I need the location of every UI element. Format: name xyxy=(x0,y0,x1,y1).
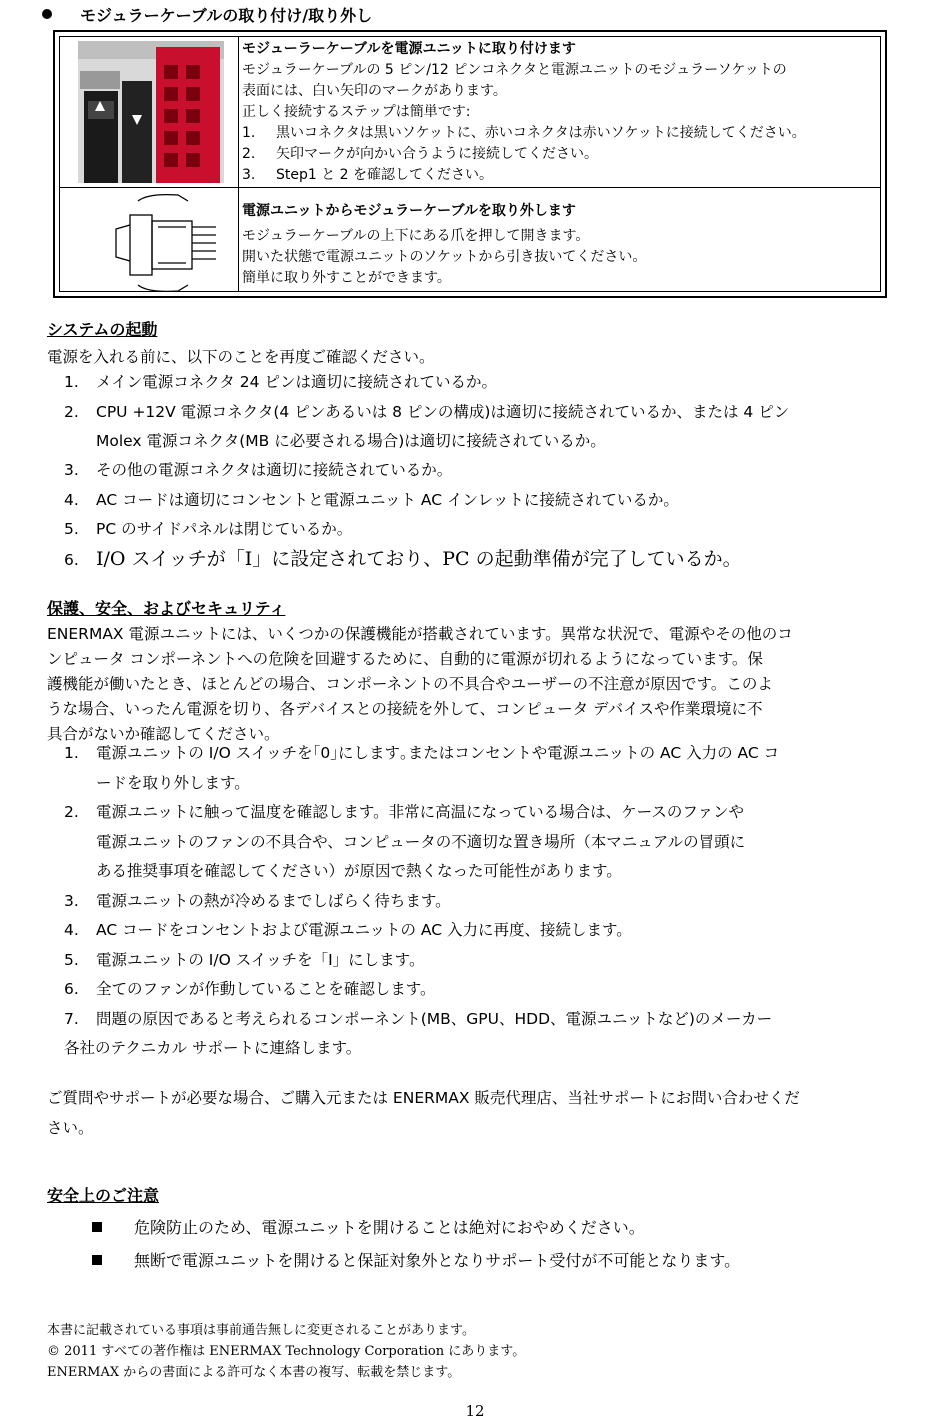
startup-item: 6. I/O スイッチが「I」に設定されており、PC の起動準備が完了しているか。 xyxy=(64,548,742,570)
footer-notice: 本書に記載されている事項は事前通告無しに変更されることがあります。 © 2011 すべての著作権は ENERMAX Technology Corporation にあります。 ENERMAX からの書面による許可なく本書の複写、転載を禁じます。 xyxy=(47,1323,526,1380)
protection-item-cont: ードを取り外します。 xyxy=(96,774,250,792)
modular-cable-heading: モジュラーケーブルの取り付け/取り外し xyxy=(42,3,372,26)
startup-item: 3. その他の電源コネクタは適切に接続されているか。 xyxy=(64,461,453,479)
attach-line: 表面には、白い矢印のマークがあります。 xyxy=(242,83,507,99)
detach-title: 電源ユニットからモジュラーケーブルを取り外します xyxy=(242,203,576,219)
protection-item: 3. 電源ユニットの熱が冷めるまでしばらく待ちます。 xyxy=(64,892,451,910)
attach-cell xyxy=(242,39,878,186)
modular-cable-table xyxy=(53,30,887,298)
safety-heading: 安全上のご注意 xyxy=(47,1186,160,1205)
square-bullet-icon xyxy=(92,1255,102,1265)
table-inner-frame xyxy=(59,36,881,292)
square-bullet-icon xyxy=(92,1222,102,1232)
attach-line: 正しく接続するステップは簡単です: xyxy=(242,104,471,120)
safety-item: 危険防止のため、電源ユニットを開けることは絶対におやめください。 xyxy=(92,1215,645,1238)
protection-item-cont: ある推奨事項を確認してください）が原因で熱くなった可能性があります。 xyxy=(96,862,622,880)
startup-intro: 電源を入れる前に、以下のことを再度ご確認ください。 xyxy=(47,348,435,366)
attach-title: モジューラーケーブルを電源ユニットに取り付けます xyxy=(242,41,576,57)
page-number: 12 xyxy=(465,1402,485,1420)
connector-photo-icon xyxy=(78,41,224,183)
support-note: ご質問やサポートが必要な場合、ご購入元または ENERMAX 販売代理店、当社サポートにお問い合わせくだ さい。 xyxy=(47,1089,800,1137)
startup-item: 1. メイン電源コネクタ 24 ピンは適切に接続されているか。 xyxy=(64,373,497,391)
startup-heading: システムの起動 xyxy=(47,320,158,339)
protection-item: 6. 全てのファンが作動していることを確認します。 xyxy=(64,980,436,998)
attach-step: 1. 黒いコネクタは黒いソケットに、赤いコネクタは赤いソケットに接続してください。 xyxy=(242,125,806,141)
startup-item-cont: Molex 電源コネクタ(MB に必要される場合)は適切に接続されているか。 xyxy=(96,432,606,450)
detach-cell xyxy=(242,201,878,289)
safety-item: 無断で電源ユニットを開けると保証対象外となりサポート受付が不可能となります。 xyxy=(92,1248,740,1271)
startup-item: 5. PC のサイドパネルは閉じているか。 xyxy=(64,520,353,538)
protection-item-cont: 電源ユニットのファンの不具合や、コンピュータの不適切な置き場所（本マニュアルの冒頭に xyxy=(96,833,746,851)
detach-line: 開いた状態で電源ユニットのソケットから引き抜いてください。 xyxy=(242,249,647,265)
attach-line: モジュラーケーブルの 5 ピン/12 ピンコネクタと電源ユニットのモジュラーソケットの xyxy=(242,62,787,78)
detach-line: モジュラーケーブルの上下にある爪を押して開きます。 xyxy=(242,228,590,244)
protection-item: 7. 問題の原因であると考えられるコンポーネント(MB、GPU、HDD、電源ユニットなど)のメーカー xyxy=(64,1010,773,1028)
protection-item-tail: 各社のテクニカル サポートに連絡します。 xyxy=(64,1039,362,1057)
protection-item: 5. 電源ユニットの I/O スイッチを「I」にします。 xyxy=(64,951,425,969)
protection-item: 2. 電源ユニットに触って温度を確認します。非常に高温になっている場合は、ケースのファンや xyxy=(64,803,745,821)
bullet-icon xyxy=(42,9,52,19)
protection-intro: ENERMAX 電源ユニットには、いくつかの保護機能が搭載されています。異常な状況で、電源やその他のコ ンピュータ コンポーネントへの危険を回避するために、自動的に電源が切れるようになっています。保 護機能が働いたとき、ほとんどの場合、コンポーネントの不具合やユーザーの不注意が原因です。このよ うな場合、いったん電源を切り、各デバイスとの接続を外して、コンピュータ デバイスや作業環境に不 具合がないか確認してください。 xyxy=(47,625,793,743)
attach-step: 3. Step1 と 2 を確認してください。 xyxy=(242,167,494,183)
startup-item: 2. CPU +12V 電源コネクタ(4 ピンあるいは 8 ピンの構成)は適切に接続されているか、または 4 ピン xyxy=(64,403,790,421)
detach-line: 簡単に取り外すことができます。 xyxy=(242,270,451,286)
protection-item: 4. AC コードをコンセントおよび電源ユニットの AC 入力に再度、接続します。 xyxy=(64,921,632,939)
protection-item: 1. 電源ユニットの I/O スイッチを｢0｣にします｡またはコンセントや電源ユニットの AC 入力の AC コ xyxy=(64,744,780,762)
attach-step: 2. 矢印マークが向かい合うように接続してください。 xyxy=(242,146,598,162)
protection-heading: 保護、安全、およびセキュリティ xyxy=(47,599,286,618)
startup-item: 4. AC コードは適切にコンセントと電源ユニット AC インレットに接続されているか。 xyxy=(64,491,679,509)
connector-diagram-icon xyxy=(108,191,218,297)
